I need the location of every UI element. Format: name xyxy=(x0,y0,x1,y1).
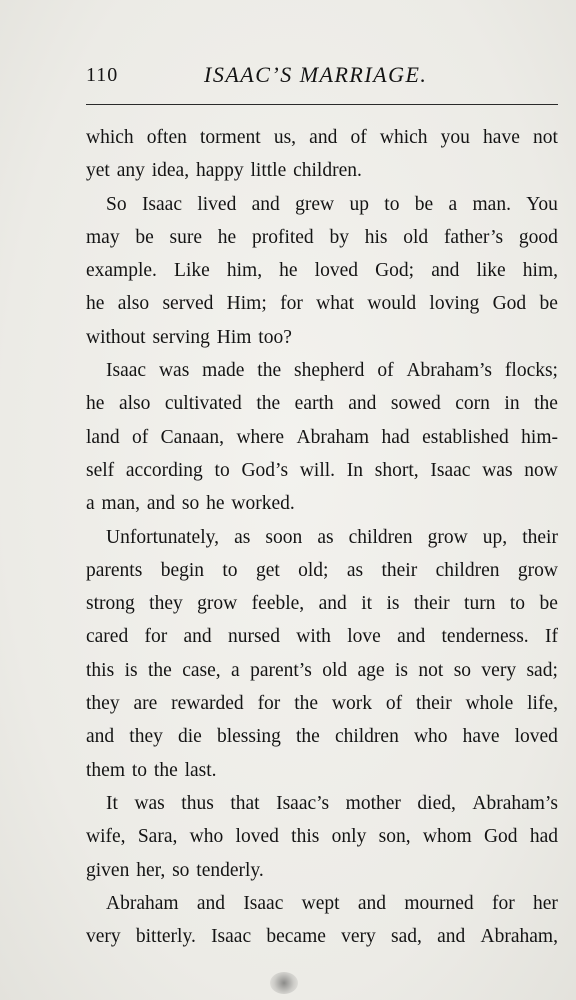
text-line xyxy=(86,287,558,320)
text-line xyxy=(86,654,558,687)
word: profited xyxy=(251,226,314,248)
word: parent’s xyxy=(250,659,312,681)
word: children xyxy=(435,559,500,581)
word: as xyxy=(317,526,334,548)
word: If xyxy=(544,626,558,648)
text-line xyxy=(86,620,558,653)
text-line xyxy=(86,254,558,287)
word: self xyxy=(86,459,115,481)
word: they xyxy=(129,726,163,748)
word: to xyxy=(214,459,230,481)
word: as xyxy=(346,559,364,581)
word: was xyxy=(158,360,190,382)
word: bitterly. xyxy=(135,926,196,948)
word: he xyxy=(217,226,237,248)
word: loving xyxy=(429,293,480,315)
word: this xyxy=(86,659,115,681)
word: children xyxy=(348,526,413,548)
word: Abraham, xyxy=(480,926,558,948)
text-line xyxy=(86,554,558,587)
word: Isaac xyxy=(106,360,147,382)
word: the xyxy=(294,693,319,715)
word: is xyxy=(386,593,400,615)
word: father’s xyxy=(443,226,504,248)
word: to xyxy=(509,593,526,615)
word: is xyxy=(124,659,138,681)
text-line: them to the last. xyxy=(86,759,217,781)
word: very xyxy=(481,659,517,681)
word: him, xyxy=(226,260,263,282)
word: man. xyxy=(472,193,511,215)
word: was xyxy=(482,459,513,481)
word: be xyxy=(539,593,558,615)
word: life, xyxy=(527,693,558,715)
word: Isaac xyxy=(211,926,252,948)
word: work xyxy=(331,693,372,715)
text-line: a man, and so he worked. xyxy=(86,493,295,515)
text-line xyxy=(86,720,558,753)
word: old xyxy=(403,226,429,248)
word: that xyxy=(230,792,260,814)
word: would xyxy=(367,293,417,315)
word: Canaan, xyxy=(160,426,225,448)
word: old xyxy=(322,659,348,681)
word: to xyxy=(222,559,238,581)
word: of xyxy=(350,127,367,148)
word: up, xyxy=(482,526,508,548)
word: and xyxy=(309,127,338,148)
word: loved xyxy=(314,260,358,282)
word: Abraham’s xyxy=(472,792,558,814)
word: cared xyxy=(86,626,129,648)
word: very xyxy=(341,926,376,948)
word: by xyxy=(329,226,349,248)
word: had xyxy=(529,826,558,848)
word: and xyxy=(348,393,377,415)
word: children xyxy=(334,726,399,748)
word: their xyxy=(522,526,558,548)
word: nursed xyxy=(227,626,280,648)
word: strong xyxy=(86,593,135,615)
word: example. xyxy=(86,260,157,282)
word: their xyxy=(415,693,452,715)
word: his xyxy=(364,226,388,248)
word: who xyxy=(413,726,448,748)
word: blessing xyxy=(216,726,281,748)
word: served xyxy=(162,293,214,315)
word: they xyxy=(86,693,120,715)
word: cultivated xyxy=(164,393,242,415)
word: often xyxy=(146,127,187,148)
word: in xyxy=(504,393,520,415)
word: may xyxy=(86,226,120,248)
word: for xyxy=(257,693,281,715)
word: died, xyxy=(417,792,456,814)
word: Abraham xyxy=(296,426,370,448)
word: and xyxy=(196,892,226,914)
text-line xyxy=(86,787,558,820)
word: and xyxy=(86,726,115,748)
word: up xyxy=(349,193,369,215)
page-number: 110 xyxy=(86,64,119,86)
word: It xyxy=(106,792,118,814)
word: became xyxy=(266,926,326,948)
word: with xyxy=(296,626,331,648)
word: thus xyxy=(181,792,214,814)
word: you xyxy=(440,127,470,148)
word: old; xyxy=(298,559,329,581)
text-line: yet any idea, happy little children. xyxy=(86,160,362,182)
word: feeble, xyxy=(251,593,305,615)
text-line xyxy=(86,887,558,920)
word: her xyxy=(533,892,558,914)
word: and xyxy=(397,626,426,648)
word: have xyxy=(462,726,500,748)
word: God’s xyxy=(241,459,289,481)
word: they xyxy=(149,593,183,615)
text-line xyxy=(86,354,558,387)
text-line xyxy=(86,521,558,554)
text-line xyxy=(86,687,558,720)
word: parents xyxy=(86,559,143,581)
word: corn xyxy=(455,393,490,415)
word: of xyxy=(132,426,149,448)
word: also xyxy=(118,393,151,415)
text-line: given her, so tenderly. xyxy=(86,859,264,881)
word: be xyxy=(539,293,558,315)
word: sad, xyxy=(391,926,422,948)
word: age xyxy=(357,659,385,681)
word: whole xyxy=(465,693,514,715)
word: he xyxy=(279,260,298,282)
word: die xyxy=(177,726,202,748)
word: shepherd xyxy=(294,360,365,382)
word: are xyxy=(133,693,158,715)
word: the xyxy=(295,726,320,748)
word: case, xyxy=(182,659,221,681)
word: made xyxy=(202,360,245,382)
word: had xyxy=(381,426,410,448)
word: Abraham xyxy=(106,892,179,914)
word: him, xyxy=(522,260,558,282)
word: sad; xyxy=(526,659,558,681)
word: lived xyxy=(197,193,237,215)
word: rewarded xyxy=(171,693,244,715)
word: torment xyxy=(200,127,261,148)
word: to xyxy=(384,193,400,215)
text-line xyxy=(86,587,558,620)
word: God xyxy=(492,293,527,315)
word: now xyxy=(524,459,558,481)
word: turn xyxy=(464,593,496,615)
word: the xyxy=(147,659,172,681)
word: Him; xyxy=(226,293,267,315)
word: Sara, xyxy=(137,826,178,848)
word: whom xyxy=(422,826,472,848)
word: Isaac xyxy=(141,193,182,215)
word: loved xyxy=(235,826,279,848)
word: grew xyxy=(295,193,335,215)
word: soon xyxy=(265,526,303,548)
word: earth xyxy=(294,393,334,415)
text-line xyxy=(86,387,558,420)
word: of xyxy=(377,360,394,382)
text-line xyxy=(86,221,558,254)
word: and xyxy=(318,593,347,615)
word: and xyxy=(357,892,387,914)
word: sowed xyxy=(390,393,441,415)
word: he xyxy=(86,393,105,415)
word: will. xyxy=(299,459,336,481)
word: Unfortunately, xyxy=(106,526,219,548)
text-line xyxy=(86,920,558,953)
word: mourned xyxy=(404,892,474,914)
word: Abraham’s xyxy=(406,360,493,382)
word: us, xyxy=(273,127,297,148)
word: good xyxy=(518,226,558,248)
word: You xyxy=(526,193,558,215)
word: be xyxy=(414,193,434,215)
word: love xyxy=(347,626,381,648)
word: Like xyxy=(174,260,210,282)
word: be xyxy=(135,226,154,248)
word: who xyxy=(189,826,224,848)
word: grow xyxy=(197,593,238,615)
word: wife, xyxy=(86,826,126,848)
word: for xyxy=(491,892,515,914)
word: not xyxy=(533,127,558,148)
word: So xyxy=(106,193,127,215)
word: not xyxy=(418,659,444,681)
word: also xyxy=(117,293,150,315)
word: flocks; xyxy=(504,360,558,382)
word: he xyxy=(86,293,105,315)
word: and xyxy=(431,260,460,282)
body-text xyxy=(86,121,558,953)
word: have xyxy=(483,127,520,148)
word: very xyxy=(86,926,121,948)
word: the xyxy=(534,393,558,415)
word: for xyxy=(280,293,303,315)
text-line xyxy=(86,454,558,487)
word: established xyxy=(422,426,509,448)
word: a xyxy=(448,193,458,215)
word: what xyxy=(316,293,355,315)
word: and xyxy=(251,193,280,215)
word: as xyxy=(234,526,251,548)
word: it xyxy=(361,593,373,615)
word: for xyxy=(144,626,168,648)
word: and xyxy=(183,626,212,648)
word: is xyxy=(394,659,408,681)
word: In xyxy=(346,459,364,481)
header-rule xyxy=(86,104,558,105)
text-line xyxy=(86,421,558,454)
word: according xyxy=(125,459,203,481)
word: of xyxy=(385,693,403,715)
text-line: without serving Him too? xyxy=(86,326,292,348)
text-line xyxy=(86,188,558,221)
word: Isaac xyxy=(243,892,284,914)
word: so xyxy=(453,659,472,681)
word: the xyxy=(256,393,281,415)
text-line xyxy=(86,121,558,154)
word: which xyxy=(379,127,428,148)
word: the xyxy=(257,360,282,382)
word: this xyxy=(291,826,320,848)
word: grow xyxy=(427,526,468,548)
ink-smudge xyxy=(270,972,298,994)
word: grow xyxy=(517,559,558,581)
word: land xyxy=(86,426,120,448)
word: tenderness. xyxy=(441,626,529,648)
word: and xyxy=(437,926,466,948)
word: a xyxy=(231,659,240,681)
word: wept xyxy=(301,892,340,914)
word: sure xyxy=(169,226,203,248)
word: only xyxy=(331,826,367,848)
word: Isaac’s xyxy=(276,792,330,814)
word: God xyxy=(483,826,518,848)
word: which xyxy=(86,127,134,148)
word: their xyxy=(413,593,450,615)
word: short, xyxy=(374,459,419,481)
word: him- xyxy=(521,426,558,448)
word: like xyxy=(476,260,506,282)
word: where xyxy=(236,426,285,448)
word: get xyxy=(255,559,280,581)
word: mother xyxy=(345,792,401,814)
word: son, xyxy=(378,826,411,848)
word: God; xyxy=(375,260,415,282)
running-title: ISAAC’S MARRIAGE. xyxy=(204,62,428,87)
word: Isaac xyxy=(430,459,471,481)
word: was xyxy=(134,792,165,814)
word: begin xyxy=(160,559,205,581)
page-header xyxy=(86,62,558,92)
word: loved xyxy=(514,726,558,748)
text-line xyxy=(86,820,558,853)
word: their xyxy=(381,559,418,581)
